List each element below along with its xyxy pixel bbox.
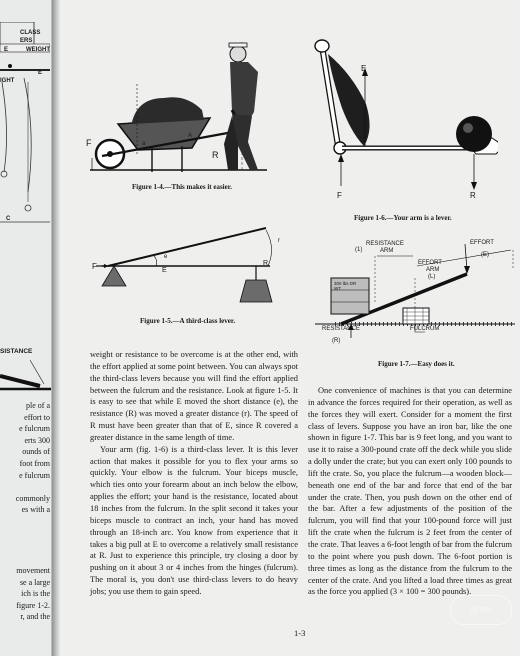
previous-page: CLASS ERS E WEIGHT E IGHT C SISTANCE ple of a effort to e fulcrum erts 300 ounds of foot from e fulcrum commonly es with a movement se a large ich is the figure 1-2. r, and the xyxy=(0,0,52,656)
prev-figure-label: WEIGHT xyxy=(26,47,50,53)
fig-1-7-label: FULCRUM xyxy=(410,326,440,332)
prev-figure-label: E xyxy=(38,70,43,76)
prev-figure-label: CLASS xyxy=(20,30,41,36)
fig-1-5-label: R xyxy=(263,260,269,267)
fig-1-6-label: F xyxy=(337,191,342,200)
paragraph: Your arm (fig. 1-6) is a third-class lever. It is this lever action that makes it possible for you to flex your arms so quickly. Your elbow is the fulcrum. Your biceps muscle, which ties onto your forearm about an inch below the elbow, applies the effort; your hand is the resistance, located about 18 inches from the fulcrum. In the split second it takes your biceps muscle to contract an inch, your hand has moved through an 18-inch arc. You know from experience that it takes a big pull at E to overcome a relatively small resistance at R. Just to experience this principle, try closing a door by pushing on it about 3 or 4 inches from the hinges (fulcrum). The moral is, you don't use third-class levers to do heavy jobs; you use them to gain speed. xyxy=(90,444,298,596)
fig-1-7-label: RESISTANCE xyxy=(322,326,360,332)
fig-1-4-label: R xyxy=(212,150,219,160)
figure-1-7-caption: Figure 1-7.—Easy does it. xyxy=(378,360,455,368)
figure-1-4-caption: Figure 1-4.—This makes it easier. xyxy=(132,183,232,191)
book-page xyxy=(60,0,520,656)
fig-1-7-label: EFFORT xyxy=(470,240,494,246)
right-text-column xyxy=(308,385,512,598)
prev-figure-label: ERS xyxy=(20,38,33,44)
fig-1-4-label: a xyxy=(142,141,146,147)
fig-1-5-label: e xyxy=(164,254,168,260)
fig-1-7-crate-label: 300 lbs DR WT. xyxy=(334,281,357,291)
prev-figure-label: E xyxy=(4,47,9,53)
paragraph: weight or resistance to be overcome is at the other end, with the effort applied at some point between. You can always spot the third-class levers because you will find the effort applied between the fulcrum and the resistance. Look at figure 1-5. It is easy to see that while E moved the short distance (e), the resistance (R) was moved a greater distance (r). The speed of R must have been greater than that of E, since R covered a greater distance in the same length of time. xyxy=(90,350,298,442)
fig-1-5-label: E xyxy=(162,267,167,274)
figure-1-6-arm xyxy=(308,34,498,204)
figure-1-5-caption: Figure 1-5.—A third-class lever. xyxy=(140,317,236,325)
prev-figure-label: C xyxy=(6,216,11,222)
fig-1-7-label: (E) xyxy=(481,252,489,258)
prev-lever-diagram xyxy=(0,356,52,392)
previous-page-figure xyxy=(0,22,50,232)
figure-1-6-caption: Figure 1-6.—Your arm is a lever. xyxy=(354,214,452,222)
fig-1-6-label: R xyxy=(470,191,476,200)
paragraph: One convenience of machines is that you can determine in advance the forces required for their operation, as well as the forces they will exert. Consider for a moment the first class of levers. Suppose you have an iron bar, like the one shown in figure 1-7. This bar is 9 feet long, and you want to use it to raise a 300-pound crate off the deck while you slide a dolly under the crate; but you can exert only 100 pounds to lift the crate. So, you place the fulcrum—a wooden block—beneath one end of the bar and force that end of the bar under the crate. Then, you push down on the other end of the bar. After a few adjustments of the position of the fulcrum, you will find that your 100-pound force will just lift the crate when the fulcrum is 2 feet from the center of the crate. That leaves a 6-foot length of bar from the fulcrum to the point where you push down. The 6-foot portion is three times as long as the distance from the fulcrum to the center of the crate. And you lifted a load three times as great as the force you applied (3 × 100 = 300 pounds). xyxy=(308,386,512,597)
fig-1-5-label: r xyxy=(278,238,280,244)
figure-1-5-third-class-lever xyxy=(90,222,285,308)
prev-figure-label: IGHT xyxy=(0,78,15,84)
fig-1-7-label: (R) xyxy=(332,338,341,344)
fig-1-4-label: A xyxy=(188,133,193,139)
fig-1-5-label: F xyxy=(92,262,97,271)
fig-1-7-label: EFFORT xyxy=(418,260,442,266)
left-text-column xyxy=(90,349,298,598)
fig-1-7-label: (L) xyxy=(428,274,436,280)
fig-1-7-label: (1) xyxy=(355,247,363,253)
book-gutter xyxy=(52,0,60,656)
prev-resistance-label: SISTANCE xyxy=(0,348,33,355)
fig-1-7-label: ARM xyxy=(380,248,394,254)
page-number: 1-3 xyxy=(294,628,306,638)
watermark-stamp: 图书馆 xyxy=(450,595,512,625)
fig-1-4-label: F xyxy=(86,138,92,148)
fig-1-7-label: RESISTANCE xyxy=(366,241,404,247)
fig-1-7-label: ARM xyxy=(426,267,440,273)
fig-1-6-label: E xyxy=(361,64,367,73)
figure-1-4-wheelbarrow xyxy=(82,32,282,182)
